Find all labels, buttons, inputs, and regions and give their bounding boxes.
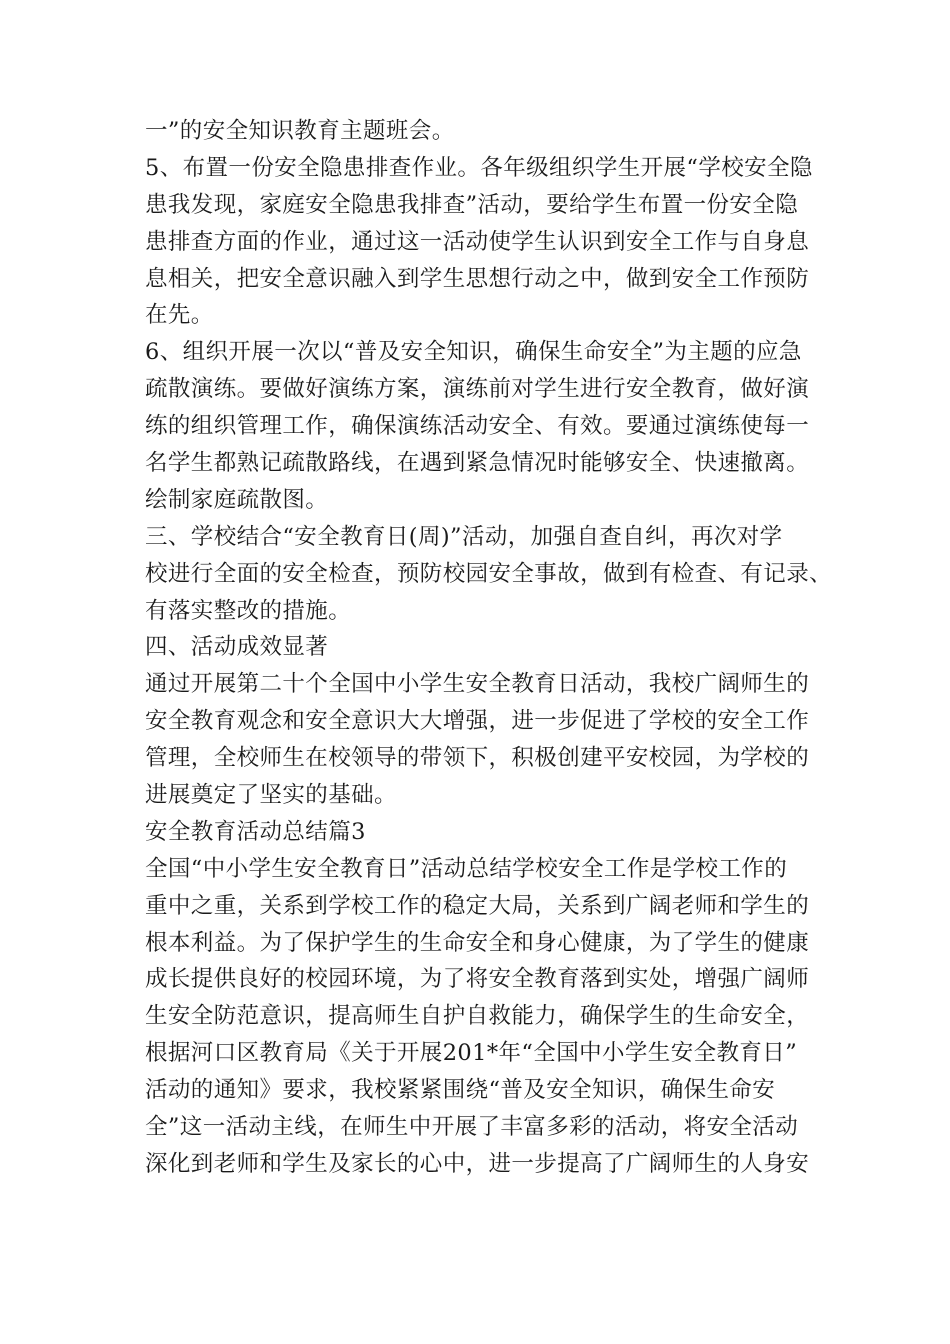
- text-line: 根本利益。为了保护学生的生命安全和身心健康，为了学生的健康: [145, 929, 810, 956]
- text-line: 在先。: [145, 302, 214, 329]
- text-line: 进展奠定了坚实的基础。: [145, 782, 397, 809]
- text-line: 有落实整改的措施。: [145, 597, 352, 624]
- text-line: 通过开展第二十个全国中小学生安全教育日活动，我校广阔师生的: [145, 671, 810, 698]
- text-line: 深化到老师和学生及家长的心中，进一步提高了广阔师生的人身安: [145, 1150, 810, 1177]
- text-line: 根据河口区教育局《关于开展201*年“全国中小学生安全教育日”: [145, 1040, 798, 1067]
- text-line: 全国“中小学生安全教育日”活动总结学校安全工作是学校工作的: [145, 855, 788, 882]
- document-body: [145, 113, 833, 1183]
- article-title: 安全教育活动总结篇3: [145, 818, 366, 845]
- text-line: 校进行全面的安全检查，预防校园安全事故，做到有检查、有记录、: [145, 560, 833, 587]
- text-line: 患我发现，家庭安全隐患我排查”活动，要给学生布置一份安全隐: [145, 191, 799, 218]
- text-line: 生安全防范意识，提高师生自护自救能力，确保学生的生命安全，: [145, 1003, 810, 1030]
- text-line: 息相关，把安全意识融入到学生思想行动之中，做到安全工作预防: [145, 265, 810, 292]
- text-line: 6、组织开展一次以“普及安全知识，确保生命安全”为主题的应急: [145, 339, 802, 366]
- text-line: 名学生都熟记疏散路线，在遇到紧急情况时能够安全、快速撤离。: [145, 450, 810, 477]
- text-line: 活动的通知》要求，我校紧紧围绕“普及安全知识，确保生命安: [145, 1077, 776, 1104]
- text-line: 疏散演练。要做好演练方案，演练前对学生进行安全教育，做好演: [145, 376, 810, 403]
- text-line: 患排查方面的作业，通过这一活动使学生认识到安全工作与自身息: [145, 228, 810, 255]
- text-line: 管理，全校师生在校领导的带领下，积极创建平安校园，为学校的: [145, 745, 810, 772]
- text-line: 练的组织管理工作，确保演练活动安全、有效。要通过演练使每一: [145, 413, 810, 440]
- text-line: 5、布置一份安全隐患排查作业。各年级组织学生开展“学校安全隐: [145, 154, 813, 181]
- text-line: 重中之重，关系到学校工作的稳定大局，关系到广阔老师和学生的: [145, 892, 810, 919]
- text-line: 全”这一活动主线，在师生中开展了丰富多彩的活动，将安全活动: [145, 1114, 799, 1141]
- section-heading: 四、活动成效显著: [145, 634, 329, 661]
- section-heading: 三、学校结合“安全教育日(周)”活动，加强自查自纠，再次对学: [145, 523, 783, 550]
- text-line: 安全教育观念和安全意识大大增强，进一步促进了学校的安全工作: [145, 708, 810, 735]
- text-line: 绘制家庭疏散图。: [145, 486, 329, 513]
- text-line: 一”的安全知识教育主题班会。: [145, 118, 455, 144]
- text-line: 成长提供良好的校园环境，为了将安全教育落到实处，增强广阔师: [145, 966, 810, 993]
